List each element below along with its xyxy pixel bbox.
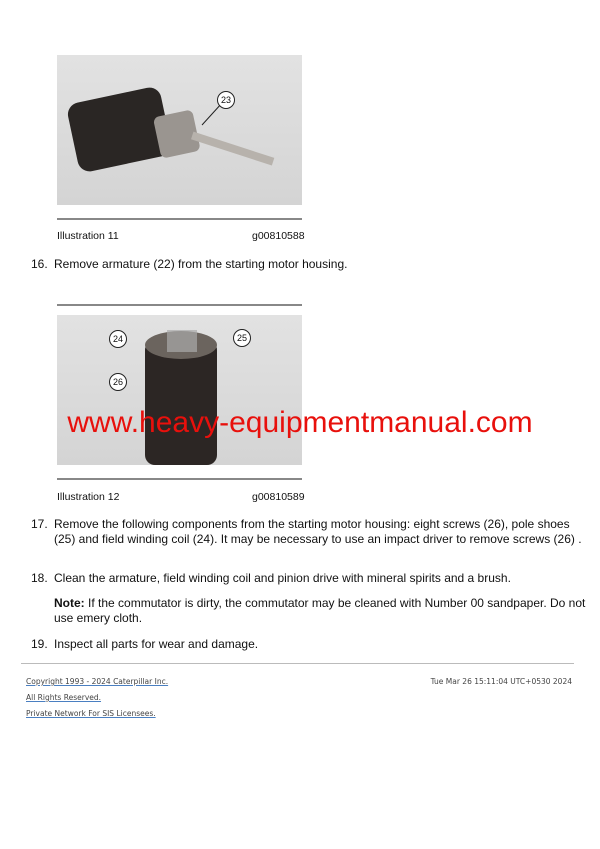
motor-housing-illustration [57, 315, 302, 465]
step-text: Remove the following components from the starting motor housing: eight screws (26), pole shoes (25) and field winding coil (24). It may be necessary to use an impact driver to remove screws (26) . [54, 517, 582, 546]
private-network-link[interactable]: Private Network For SIS Licensees. [26, 709, 156, 718]
illustration-code: g00810589 [252, 491, 305, 503]
callout-25: 25 [233, 329, 251, 347]
step-text: Inspect all parts for wear and damage. [54, 637, 259, 651]
step-number: 17. [31, 517, 48, 531]
illustration-12-image [57, 315, 302, 465]
illustration-label: Illustration 12 [57, 491, 120, 503]
step-19 [31, 637, 591, 652]
callout-23: 23 [217, 91, 235, 109]
illustration-label: Illustration 11 [57, 230, 119, 242]
step-18 [31, 571, 591, 626]
illustration-code: g00810588 [252, 230, 305, 242]
divider [57, 218, 302, 220]
note [54, 596, 591, 626]
step-text: Remove armature (22) from the starting motor housing. [54, 257, 348, 271]
note-text: If the commutator is dirty, the commutator may be cleaned with Number 00 sandpaper. Do not use emery cloth. [54, 596, 586, 625]
callout-26: 26 [109, 373, 127, 391]
timestamp: Tue Mar 26 15:11:04 UTC+0530 2024 [430, 677, 572, 686]
starter-armature-illustration [57, 55, 302, 205]
step-17 [31, 517, 591, 547]
divider [57, 478, 302, 480]
watermark: www.heavy-equipmentmanual.com [67, 406, 533, 439]
footer-links [26, 677, 168, 725]
copyright-link[interactable]: Copyright 1993 - 2024 Caterpillar Inc. [26, 677, 169, 686]
step-number: 16. [31, 257, 48, 271]
step-number: 19. [31, 637, 48, 651]
callout-24: 24 [109, 330, 127, 348]
step-text: Clean the armature, field winding coil and pinion drive with mineral spirits and a brush. [54, 571, 511, 585]
illustration-11-image [57, 55, 302, 205]
step-16 [31, 257, 591, 272]
note-label: Note: [54, 596, 85, 610]
footer-divider [21, 663, 574, 664]
divider [57, 304, 302, 306]
rights-link[interactable]: All Rights Reserved. [26, 693, 102, 702]
step-number: 18. [31, 571, 48, 585]
